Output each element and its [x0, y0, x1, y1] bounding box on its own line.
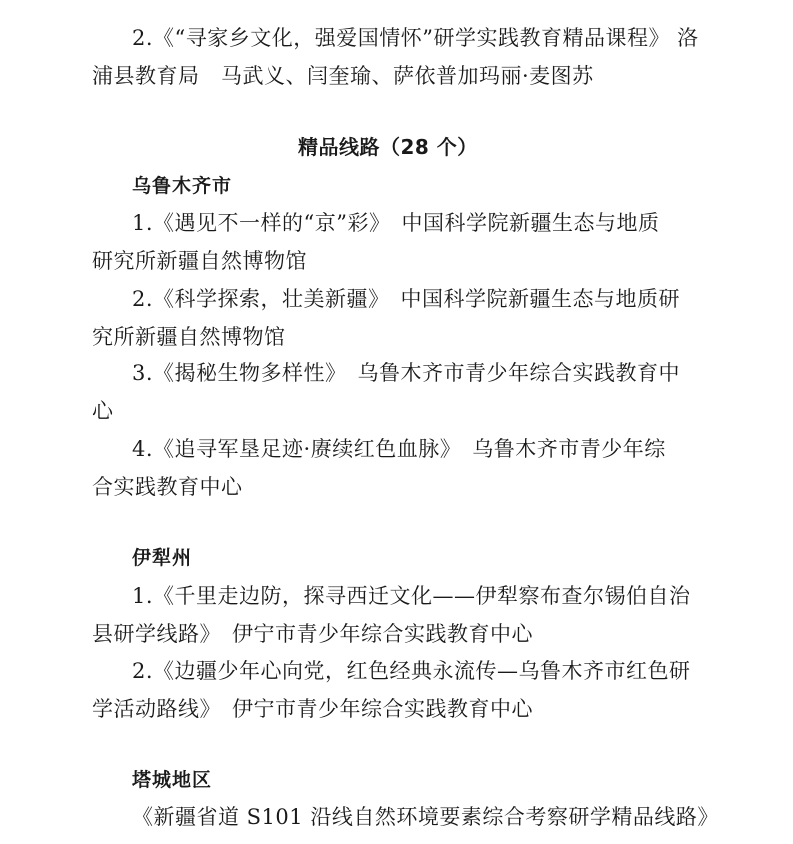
urumqi-item-3-line1: 3.《揭秘生物多样性》 乌鲁木齐市青少年综合实践教育中: [132, 361, 681, 385]
region-heading-urumqi: 乌鲁木齐市: [132, 175, 233, 197]
tacheng-item-1: 《新疆省道 S101 沿线自然环境要素综合考察研学精品线路》: [132, 805, 719, 829]
urumqi-item-2-line2: 究所新疆自然博物馆: [92, 325, 286, 349]
urumqi-item-3-line2: 心: [92, 399, 114, 423]
region-heading-tacheng: 塔城地区: [132, 769, 213, 791]
urumqi-item-2-line1: 2.《科学探索，壮美新疆》 中国科学院新疆生态与地质研: [132, 287, 681, 311]
ili-item-2-line1: 2.《边疆少年心向党，红色经典永流传—乌鲁木齐市红色研: [132, 659, 691, 683]
intro-item-line2: 浦县教育局 马武义、闫奎瑜、萨依普加玛丽·麦图苏: [92, 64, 594, 88]
urumqi-item-4-line1: 4.《追寻军垦足迹·赓续红色血脉》 乌鲁木齐市青少年综: [132, 437, 666, 461]
section-title: 精品线路（28 个）: [298, 135, 478, 159]
intro-item-line1: 2.《“寻家乡文化，强爱国情怀”研学实践教育精品课程》 洛: [132, 26, 699, 50]
region-heading-ili: 伊犁州: [132, 547, 193, 569]
ili-item-1-line1: 1.《千里走边防，探寻西迁文化——伊犁察布查尔锡伯自治: [132, 584, 691, 608]
urumqi-item-1-line2: 研究所新疆自然博物馆: [92, 249, 307, 273]
ili-item-2-line2: 学活动路线》 伊宁市青少年综合实践教育中心: [92, 697, 533, 721]
urumqi-item-1-line1: 1.《遇见不一样的“京”彩》 中国科学院新疆生态与地质: [132, 211, 660, 235]
ili-item-1-line2: 县研学线路》 伊宁市青少年综合实践教育中心: [92, 622, 533, 646]
urumqi-item-4-line2: 合实践教育中心: [92, 475, 243, 499]
